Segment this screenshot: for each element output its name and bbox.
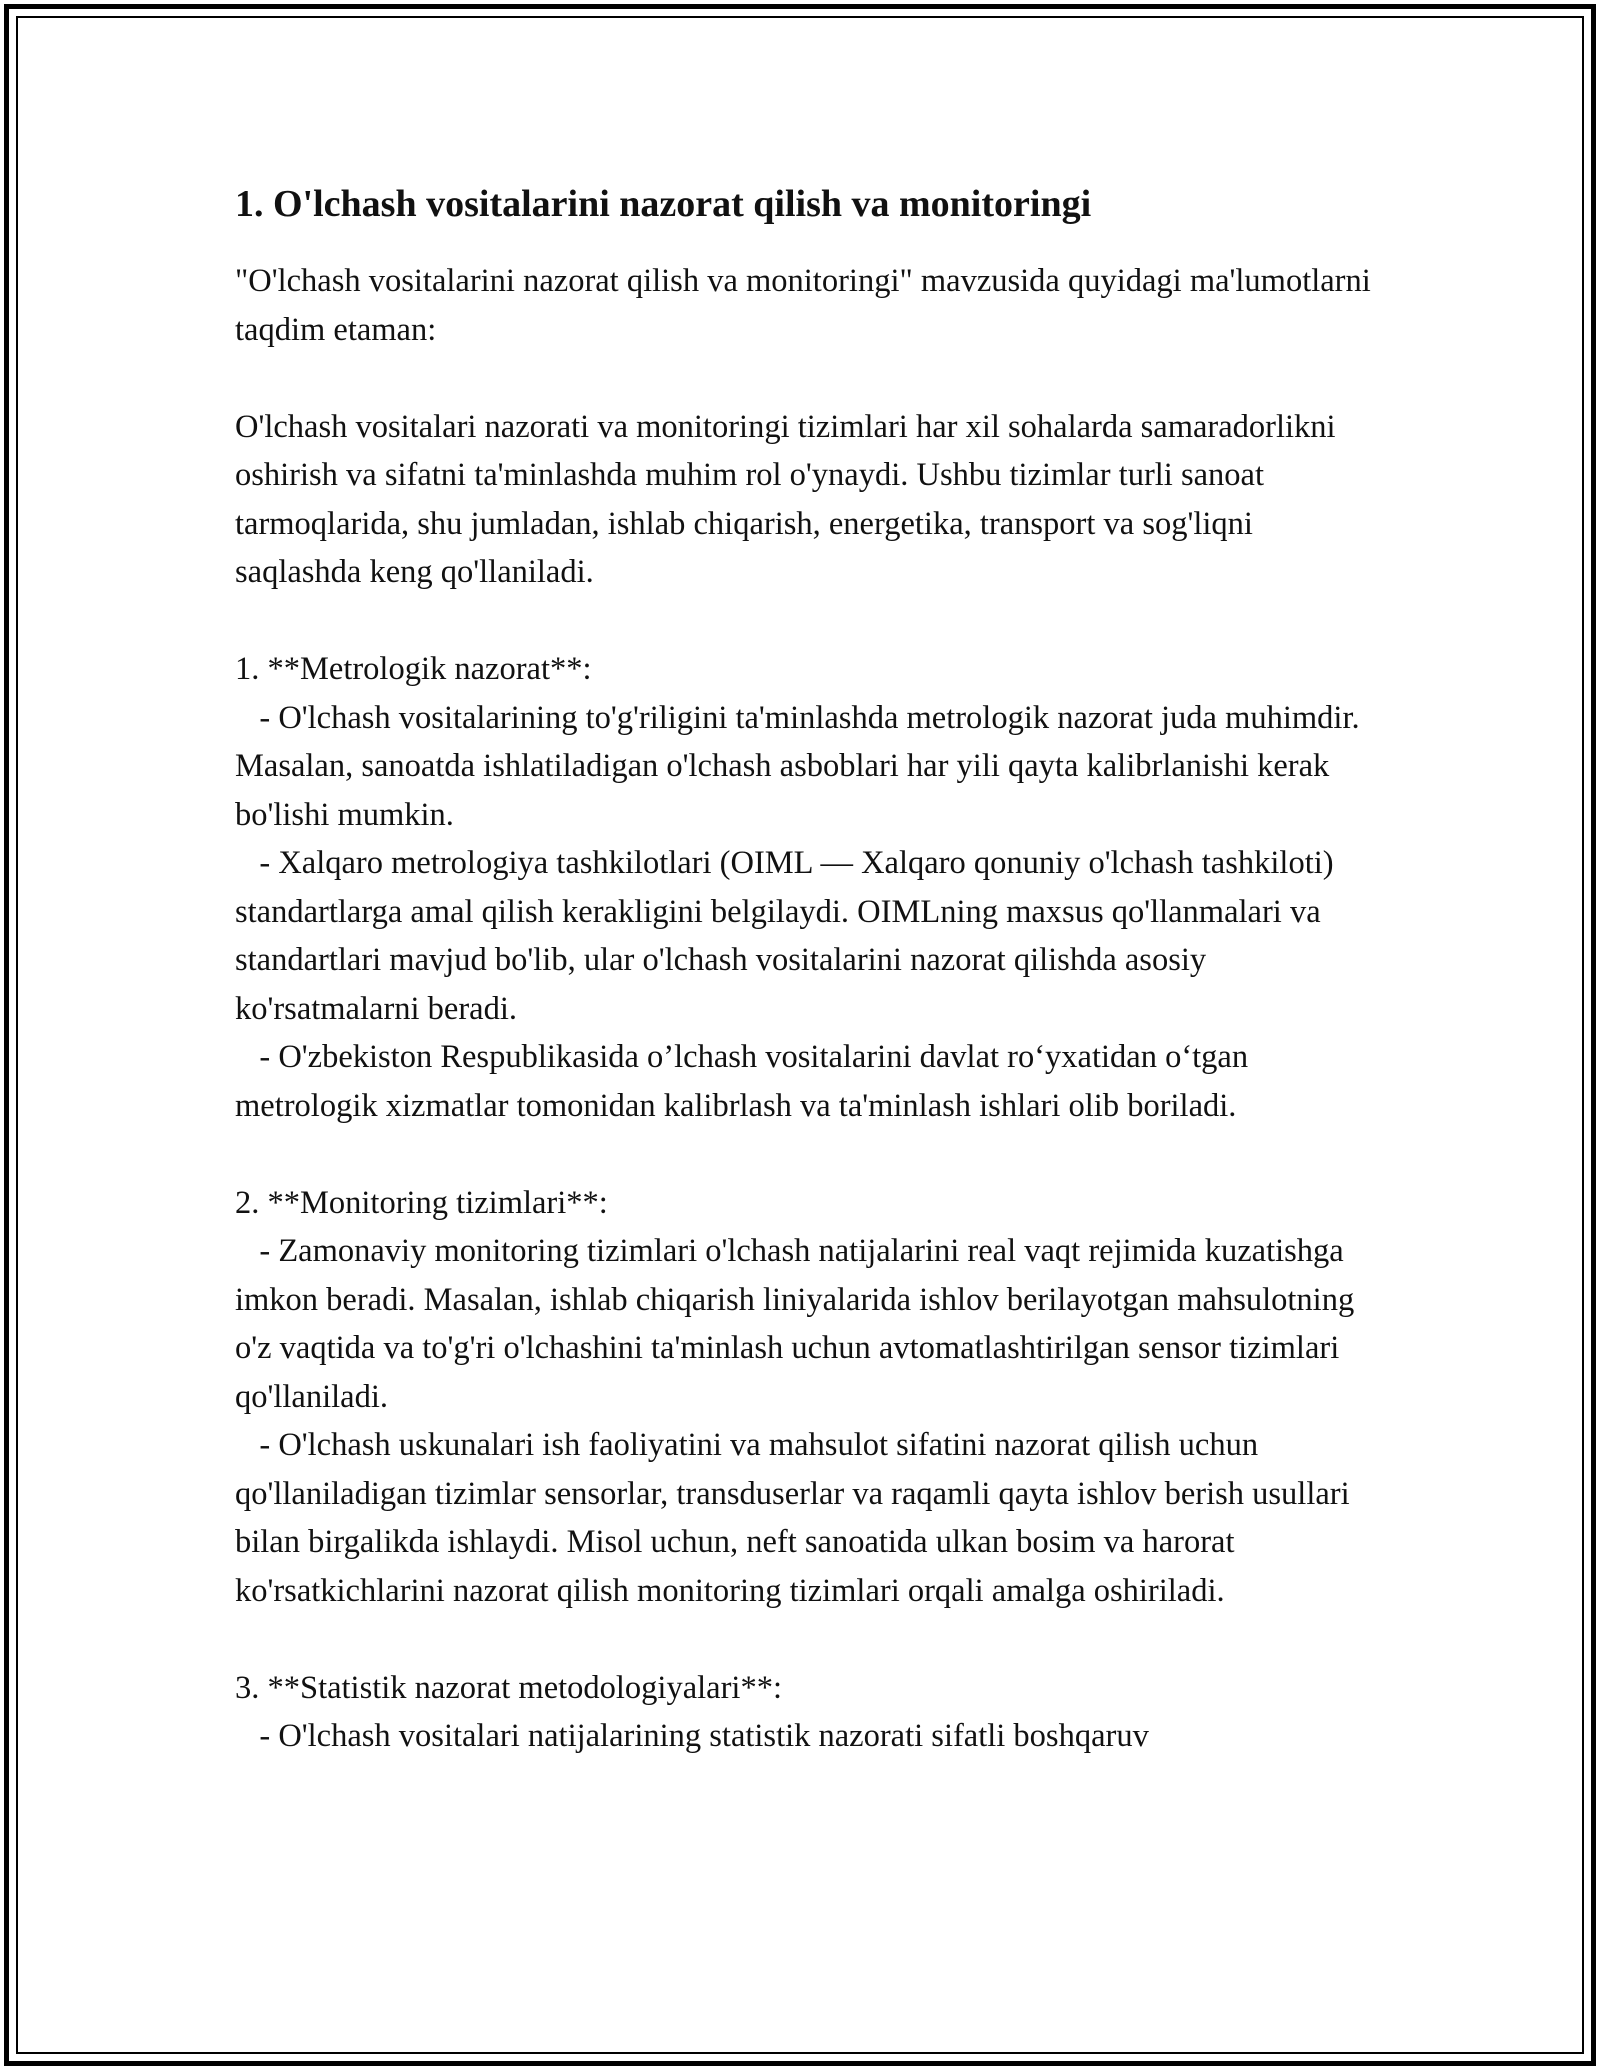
list-item: - O'lchash vositalarining to'g'riligini ta'minlashda metrologik nazorat juda muhimdir. Masalan, sanoatda ishlatiladigan o'lchash asboblari har yili qayta kalibrlanishi kerak bo'lishi mumkin. [235,699,1368,833]
section-heading: 3. **Statistik nazorat metodologiyalari**: [235,1669,782,1706]
document-body [235,180,1385,1761]
overview-paragraph: O'lchash vositalari nazorati va monitoringi tizimlari har xil sohalarda samaradorlikni oshirish va sifatni ta'minlashda muhim rol o'ynaydi. Ushbu tizimlar turli sanoat tarmoqlarida, shu jumladan, ishlab chiqarish, energetika, transport va sog'liqni saqlashda keng qo'llaniladi. [235,408,1344,591]
spacer [235,354,1385,403]
list-item: - Xalqaro metrologiya tashkilotlari (OIML — Xalqaro qonuniy o'lchash tashkiloti) standartlarga amal qilish kerakligini belgilaydi. OIMLning maxsus qo'llanmalari va standartlari mavjud bo'lib, ular o'lchash vositalarini nazorat qilishda asosiy ko'rsatmalarni beradi. [235,845,1342,1027]
list-item: - Zamonaviy monitoring tizimlari o'lchash natijalarini real vaqt rejimida kuzatishga imkon beradi. Masalan, ishlab chiqarish liniyalarida ishlov berilayotgan mahsulotning o'z vaqtida va to'g'ri o'lchashini ta'minlash uchun avtomatlashtirilgan sensor tizimlari qo'llaniladi. [235,1233,1363,1415]
section-statistik-nazorat [235,1664,1385,1761]
spacer [235,1615,1385,1664]
list-item: - O'zbekiston Respublikasida o’lchash vositalarini davlat ro‘yxatidan o‘tgan metrologik xizmatlar tomonidan kalibrlash va ta'minlash ishlari olib boriladi. [235,1039,1257,1124]
intro-paragraph: "O'lchash vositalarini nazorat qilish va monitoringi" mavzusida quyidagi ma'lumotlarni taqdim etaman: [235,263,1379,348]
section-heading: 2. **Monitoring tizimlari**: [235,1184,608,1221]
section-monitoring-tizimlari [235,1179,1385,1616]
section-heading: 1. **Metrologik nazorat**: [235,651,592,688]
spacer [235,597,1385,646]
list-item: - O'lchash vositalari natijalarining statistik nazorati sifatli boshqaruv [235,1718,1149,1755]
document-title: 1. O'lchash vositalarini nazorat qilish va monitoringi [235,183,1092,225]
spacer [235,1130,1385,1179]
section-metrologik-nazorat [235,645,1385,1130]
list-item: - O'lchash uskunalari ish faoliyatini va mahsulot sifatini nazorat qilish uchun qo'llaniladigan tizimlar sensorlar, transduserlar va raqamli qayta ishlov berish usullari bilan birgalikda ishlaydi. Misol uchun, neft sanoatida ulkan bosim va harorat ko'rsatkichlarini nazorat qilish monitoring tizimlari orqali amalga oshiriladi. [235,1427,1358,1609]
